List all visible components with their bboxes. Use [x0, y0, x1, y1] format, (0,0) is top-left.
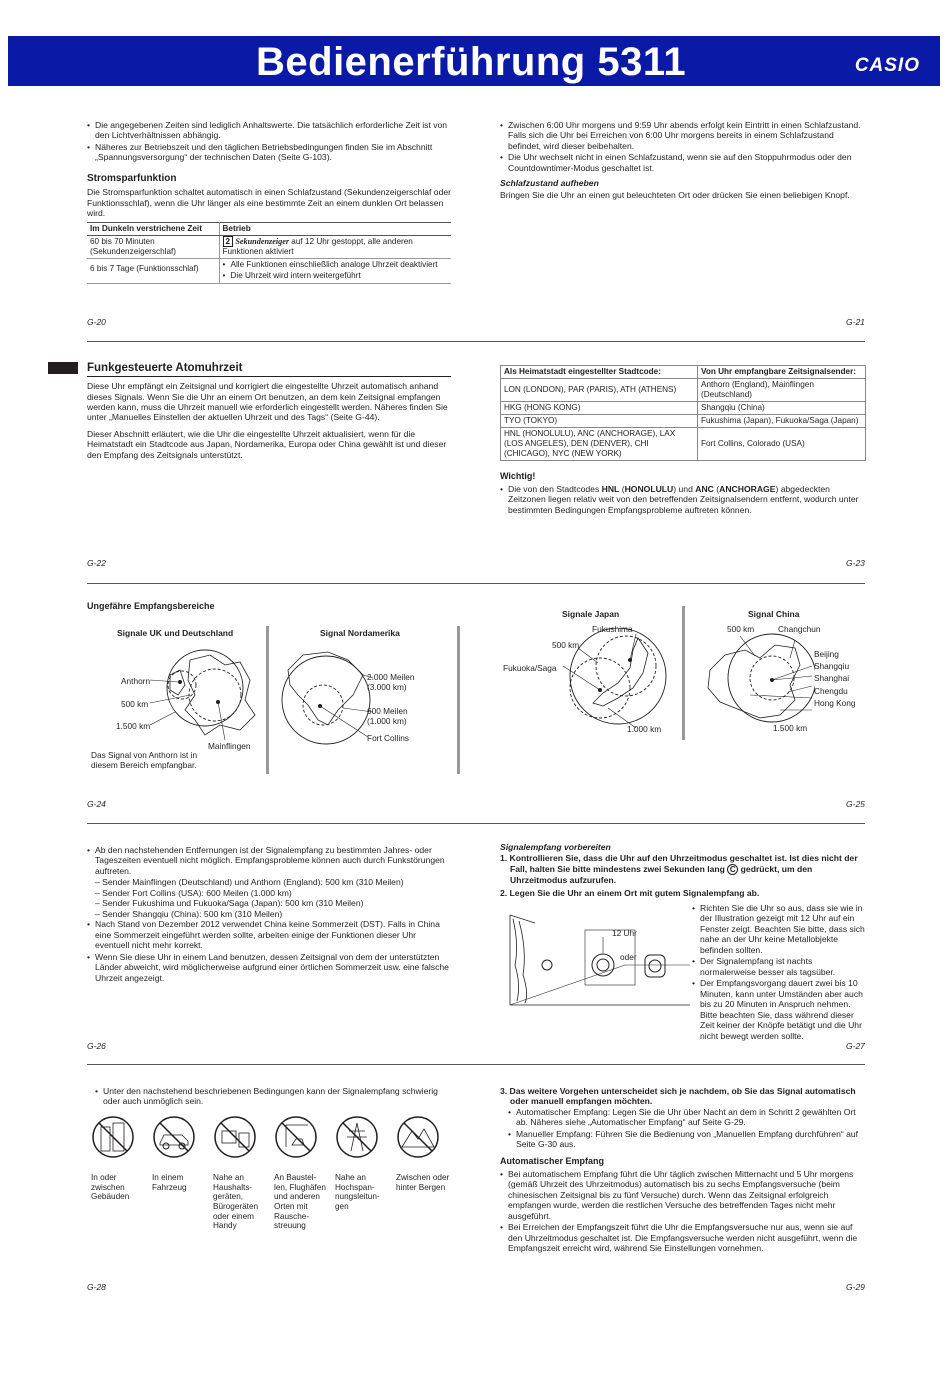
map-note: Das Signal von Anthorn ist in diesem Bereich empfangbar. — [91, 750, 198, 771]
list-item: – Sender Fort Collins (USA): 600 Meilen (1.000 km) — [95, 887, 292, 898]
sender-list — [87, 877, 451, 919]
page-g23 — [500, 365, 866, 516]
map-label: Anthorn — [121, 676, 151, 686]
list-item: • Nach Stand von Dezember 2012 verwendet China keine Sommerzeit (DST). Falls in China eine Sommerzeit eingeführt werden sollte, arbeiten einige der Funktionen dieser Uhr eventuell nicht mehr korrekt. — [87, 919, 451, 950]
document-title: Bedienerführung 5311 — [256, 40, 687, 84]
list-item: – Sender Mainflingen (Deutschland) und Anthorn (England): 500 km (310 Meilen) — [95, 877, 404, 888]
hand-name: Sekundenzeiger — [235, 236, 290, 246]
page-number: G-20 — [87, 317, 106, 327]
table-cell: HNL (HONOLULU), ANC (ANCHORAGE), LAX (LOS ANGELES), DEN (DENVER), CHI (CHICAGO), NYC (NEW YORK) — [501, 428, 698, 461]
table-cell: HKG (HONG KONG) — [501, 402, 698, 415]
table-cell: Fukushima (Japan), Fukuoka/Saga (Japan) — [698, 415, 866, 428]
window-watch-illustration — [505, 905, 690, 1010]
text: 1. Kontrollieren Sie, dass die Uhr auf den Uhrzeitmodus geschaltet ist. Ist dies nicht der Fall, halten Sie bitte mindestens zwei Sekunden lang — [500, 853, 858, 874]
illustration-label: oder — [620, 952, 637, 962]
illustration-label: 12 Uhr — [612, 928, 637, 938]
north-america-map — [278, 640, 373, 750]
map-label: Fukushima — [592, 624, 633, 634]
map-label: Chengdu — [814, 686, 848, 696]
list-item: • Die angegebenen Zeiten sind lediglich Anhaltswerte. Die tatsächlich erforderliche Zeit ist von den Lichtverhältnissen abhängig. — [87, 120, 451, 141]
section-title: Funkgesteuerte Atomuhrzeit — [87, 361, 451, 377]
map-label: 1.500 km — [773, 723, 808, 733]
page-number: G-25 — [846, 799, 865, 809]
map-label: 600 Meilen (1.000 km) — [367, 706, 408, 727]
list-item: • Zwischen 6:00 Uhr morgens und 9:59 Uhr abends erfolgt kein Eintritt in einen Schlafzustand. Falls sich die Uhr bei Erreichen von 6:00 Uhr morgens bereits in einem Schlafzustand befindet, wird dieser beibehalten. — [500, 120, 866, 151]
divider — [87, 583, 865, 584]
map-label: Fort Collins — [367, 733, 409, 743]
table-cell: 6 bis 7 Tage (Funktionsschlaf) — [87, 258, 219, 283]
list-item: • Ab den nachstehenden Entfernungen ist der Signalempfang zu bestimmten Jahres- oder Tageszeiten eventuell nicht möglich. Empfangsprobleme können auch durch Funkstörungen auftreten. — [87, 845, 451, 876]
icon-caption: An Baustel-len, Flughäfen und anderen Orten mit Rausche-streuung — [274, 1173, 326, 1231]
page-g27 — [500, 842, 866, 899]
map-caption: Signale Japan — [562, 609, 620, 619]
table-cell — [219, 258, 451, 283]
divider — [266, 626, 269, 774]
table-header: Im Dunkeln verstrichene Zeit — [87, 222, 219, 235]
page-g26 — [87, 845, 451, 984]
paragraph: Bringen Sie die Uhr an einen gut beleuchteten Ort oder drücken Sie einen beliebigen Knopf. — [500, 189, 850, 200]
list-item: • Die Uhr wechselt nicht in einen Schlafzustand, wenn sie auf den Stoppuhrmodus oder den Countdowntimer-Modus geschaltet ist. — [500, 152, 866, 173]
page-number: G-22 — [87, 558, 106, 568]
map-label: Beijing — [814, 649, 839, 659]
divider — [87, 1064, 865, 1065]
list-item: • Unter den nachstehend beschriebenen Bedingungen kann der Signalempfang schwierig oder auch unmöglich sein. — [95, 1086, 453, 1107]
button-c-icon: C — [727, 864, 738, 875]
map-caption: Signal China — [748, 609, 800, 619]
divider — [87, 823, 865, 824]
list-item: • Alle Funktionen einschließlich analoge Uhrzeit deaktiviert — [223, 260, 449, 270]
page-number: G-23 — [846, 558, 865, 568]
step-2: 2. Legen Sie die Uhr an einem Ort mit gutem Signalempfang ab. — [500, 888, 760, 899]
text: und — [676, 483, 696, 494]
map-label: Shangqiu — [814, 661, 850, 671]
divider — [457, 626, 460, 774]
table-row — [87, 258, 451, 283]
table-row — [87, 235, 451, 258]
list-item: • Automatischer Empfang: Legen Sie die Uhr über Nacht an dem in Schritt 2 gewählten Ort ab. Näheres siehe „Automatischer Empfang“ auf Seite G-29. — [508, 1107, 866, 1128]
table-cell-text: auf 12 Uhr gestoppt, alle anderen Funktionen aktiviert — [222, 236, 413, 256]
map-label: 2.000 Meilen (3.000 km) — [367, 672, 415, 693]
map-label: 500 km — [121, 699, 149, 709]
list-item: • Näheres zur Betriebszeit und den täglichen Betriebsbedingungen finden Sie im Abschnitt „Spannungsversorgung“ der technischen Daten (Seite G-103). — [87, 142, 451, 163]
warning-heading: Wichtig! — [500, 471, 536, 481]
city-code: HNL — [601, 483, 620, 494]
list-item: – Sender Shangqiu (China): 500 km (310 Meilen) — [95, 908, 283, 919]
list-item: • Der Empfangsvorgang dauert zwei bis 10 Minuten, kann unter Umständen aber auch bis zu 20 Minuten in Anspruch nehmen. Bitte beachten Sie, dass während dieser Zeit keiner der Knöpfe betätigt und die Uhr nicht bewegt werden sollte. — [692, 978, 866, 1041]
casio-logo: CASIO — [854, 55, 920, 76]
text: abgedeckten Zeitzonen liegen relativ weit von den betreffenden Zeitsignalsendern entfernt, wodurch unter bestimmten Bedingungen Empfangsprobleme auftreten können. — [508, 483, 859, 515]
table-header: Als Heimatstadt eingestellter Stadtcode: — [501, 366, 698, 379]
table-row — [501, 428, 866, 461]
icon-caption: In oder zwischen Gebäuden — [91, 1173, 130, 1202]
map-label: Changchun — [778, 624, 821, 634]
city-name: ANCHORAGE — [719, 483, 776, 494]
page-number: G-27 — [846, 1041, 865, 1051]
text: gedrückt, um den Uhrzeitmodus aufzurufen. — [510, 863, 813, 885]
map-caption: Signal Nordamerika — [320, 628, 400, 638]
step-1 — [500, 853, 866, 885]
table-header: Betrieb — [219, 222, 451, 235]
map-label: 500 km — [727, 624, 755, 634]
list-item: • Bei Erreichen der Empfangszeit führt die Uhr die Empfangsversuche nur aus, wenn sie auf den Uhrzeitmodus geschaltet ist. Die Empfangsversuche werden nicht ausgeführt, wenn die Empfangszeit erreicht wird, während Sie Einstellungen vornehmen. — [500, 1222, 866, 1253]
table-row — [501, 379, 866, 402]
city-name: HONOLULU — [624, 483, 674, 494]
divider — [87, 341, 865, 342]
table-cell: LON (LONDON), PAR (PARIS), ATH (ATHENS) — [501, 379, 698, 402]
hand-number-badge: 2 — [223, 236, 234, 247]
table-row — [501, 415, 866, 428]
page-g29 — [500, 1086, 866, 1255]
section-marker — [48, 362, 78, 374]
table-cell: Shangqiu (China) — [698, 402, 866, 415]
map-label: Hong Kong — [814, 698, 856, 708]
list-item: • Manueller Empfang: Führen Sie die Bedienung von „Manuellen Empfang durchführen“ auf Seite G-30 aus. — [508, 1129, 866, 1150]
paragraph: Die Stromsparfunktion schaltet automatisch in einen Schlafzustand (Sekundenzeigerschlaf oder Funktionsschlaf), wenn die Uhr länger als eine bestimmte Zeit an einem dunklen Ort belassen wird. — [87, 187, 452, 219]
icon-caption: In einem Fahrzeug — [152, 1173, 187, 1192]
list-item: – Sender Fukushima und Fukuoka/Saga (Japan): 500 km (310 Meilen) — [95, 898, 364, 909]
table-cell: Anthorn (England), Mainflingen (Deutschland) — [698, 379, 866, 402]
header-banner — [8, 36, 940, 86]
paragraph: Diese Uhr empfängt ein Zeitsignal und korrigiert die eingestellte Uhrzeit automatisch anhand dieses Signals. Wenn Sie die Uhr an einem Ort benutzen, an dem kein Zeitsignal empfangen werden kann, muss die Uhrzeit manuell wie erforderlich eingestellt werden. Näheres finden Sie unter „Manuelles Einstellen der aktuellen Uhrzeit und des Tags“ (Seite G-44). — [87, 381, 448, 423]
vehicle-icon — [152, 1115, 196, 1159]
map-label: 500 km — [552, 640, 580, 650]
appliance-icon — [213, 1115, 257, 1159]
table-cell: TYO (TOKYO) — [501, 415, 698, 428]
section-heading: Automatischer Empfang — [500, 1155, 605, 1166]
paragraph: Dieser Abschnitt erläutert, wie die Uhr die eingestellte Uhrzeit aktualisiert, wenn für die Heimatstadt ein Stadtcode aus Japan, Nordamerika, Europa oder China gewählt ist und dieser den Empfang des Zeitsignals unterstützt. — [87, 428, 447, 460]
sleep-table — [87, 222, 451, 284]
g27-bullets — [692, 903, 866, 1042]
list-item: • Bei automatischem Empfang führt die Uhr täglich zwischen Mitternacht und 5 Uhr morgens (gemäß Uhrzeit des Uhrzeitmodus) automatisch bis zu sechs Empfangsversuche (beim chinesischen Zeitsignal bis zu fünf Versuche) durch. Wenn das Zeitsignal erfolgreich empfangen wurde, werden die restlichen Versuche des betreffenden Tages nicht mehr ausgeführt. — [500, 1169, 866, 1221]
page-g28 — [95, 1086, 453, 1108]
table-cell: Fort Collins, Colorado (USA) — [698, 428, 866, 461]
list-item: • Wenn Sie diese Uhr in einem Land benutzen, dessen Zeitsignal von dem der unterstützten Länder abweicht, wird möglicherweise aufgrund einer örtlichen Sommerzeit usw. eine falsche Uhrzeit angezeigt. — [87, 952, 451, 983]
table-header: Von Uhr empfangbare Zeitsignalsender: — [698, 366, 866, 379]
page-number: G-29 — [846, 1282, 865, 1292]
page-number: G-26 — [87, 1041, 106, 1051]
mountain-icon — [396, 1115, 440, 1159]
map-caption: Signale UK und Deutschland — [117, 628, 234, 638]
europe-map — [150, 640, 265, 750]
construction-icon — [274, 1115, 318, 1159]
subheading: Schlafzustand aufheben — [500, 178, 599, 189]
divider — [682, 606, 685, 740]
map-label: 1.000 km — [627, 724, 662, 734]
map-label: Fukuoka/Saga — [503, 663, 557, 673]
list-item: • Die von den Stadtcodes HNL (HONOLULU) und ANC (ANCHORAGE) abgedeckten Zeitzonen liegen relativ weit von den betreffenden Zeitsignalsendern entfernt, wodurch unter bestimmten Bedingungen Empfangsprobleme auftreten können. — [500, 484, 866, 515]
page-number: G-24 — [87, 799, 106, 809]
section-heading: Ungefähre Empfangsbereiche — [87, 601, 215, 611]
section-heading: Stromsparfunktion — [87, 172, 177, 184]
icon-caption: Nahe an Hochspan-nungsleitun-gen — [335, 1173, 380, 1212]
page-number: G-21 — [846, 317, 865, 327]
city-code-table — [500, 365, 866, 461]
page-g21 — [500, 120, 866, 200]
list-item: • Der Signalempfang ist nachts normalerweise besser als tagsüber. — [692, 956, 866, 977]
map-label: Shanghai — [814, 673, 850, 683]
city-code: ANC — [695, 483, 714, 494]
step-3: 3. Das weitere Vorgehen unterscheidet sich je nachdem, ob Sie das Signal automatisch oder manuell empfangen möchten. — [500, 1086, 856, 1107]
page-g22 — [87, 361, 451, 460]
table-row — [501, 402, 866, 415]
list-item: • Richten Sie die Uhr so aus, dass sie wie in der Illustration gezeigt mit 12 Uhr auf ein Fenster zeigt. Beachten Sie bitte, dass sich nahe an der Uhr keine Metallobjekte befinden sollten. — [692, 903, 866, 955]
table-cell — [219, 235, 451, 258]
text: Die von den Stadtcodes — [508, 483, 602, 494]
map-label: Mainflingen — [208, 741, 251, 751]
building-icon — [91, 1115, 135, 1159]
map-label: 1.500 km — [116, 721, 151, 731]
subheading: Signalempfang vorbereiten — [500, 842, 611, 852]
icon-caption: Zwischen oder hinter Bergen — [396, 1173, 450, 1192]
powerline-icon — [335, 1115, 379, 1159]
list-item: • Die Uhrzeit wird intern weitergeführt — [223, 271, 449, 281]
china-map — [700, 630, 815, 725]
table-cell: 60 bis 70 Minuten (Sekundenzeigerschlaf) — [87, 235, 219, 258]
page-g20 — [87, 120, 451, 284]
page-number: G-28 — [87, 1282, 106, 1292]
icon-caption: Nahe an Haushalts-geräten, Bürogeräten oder einem Handy — [213, 1173, 259, 1231]
